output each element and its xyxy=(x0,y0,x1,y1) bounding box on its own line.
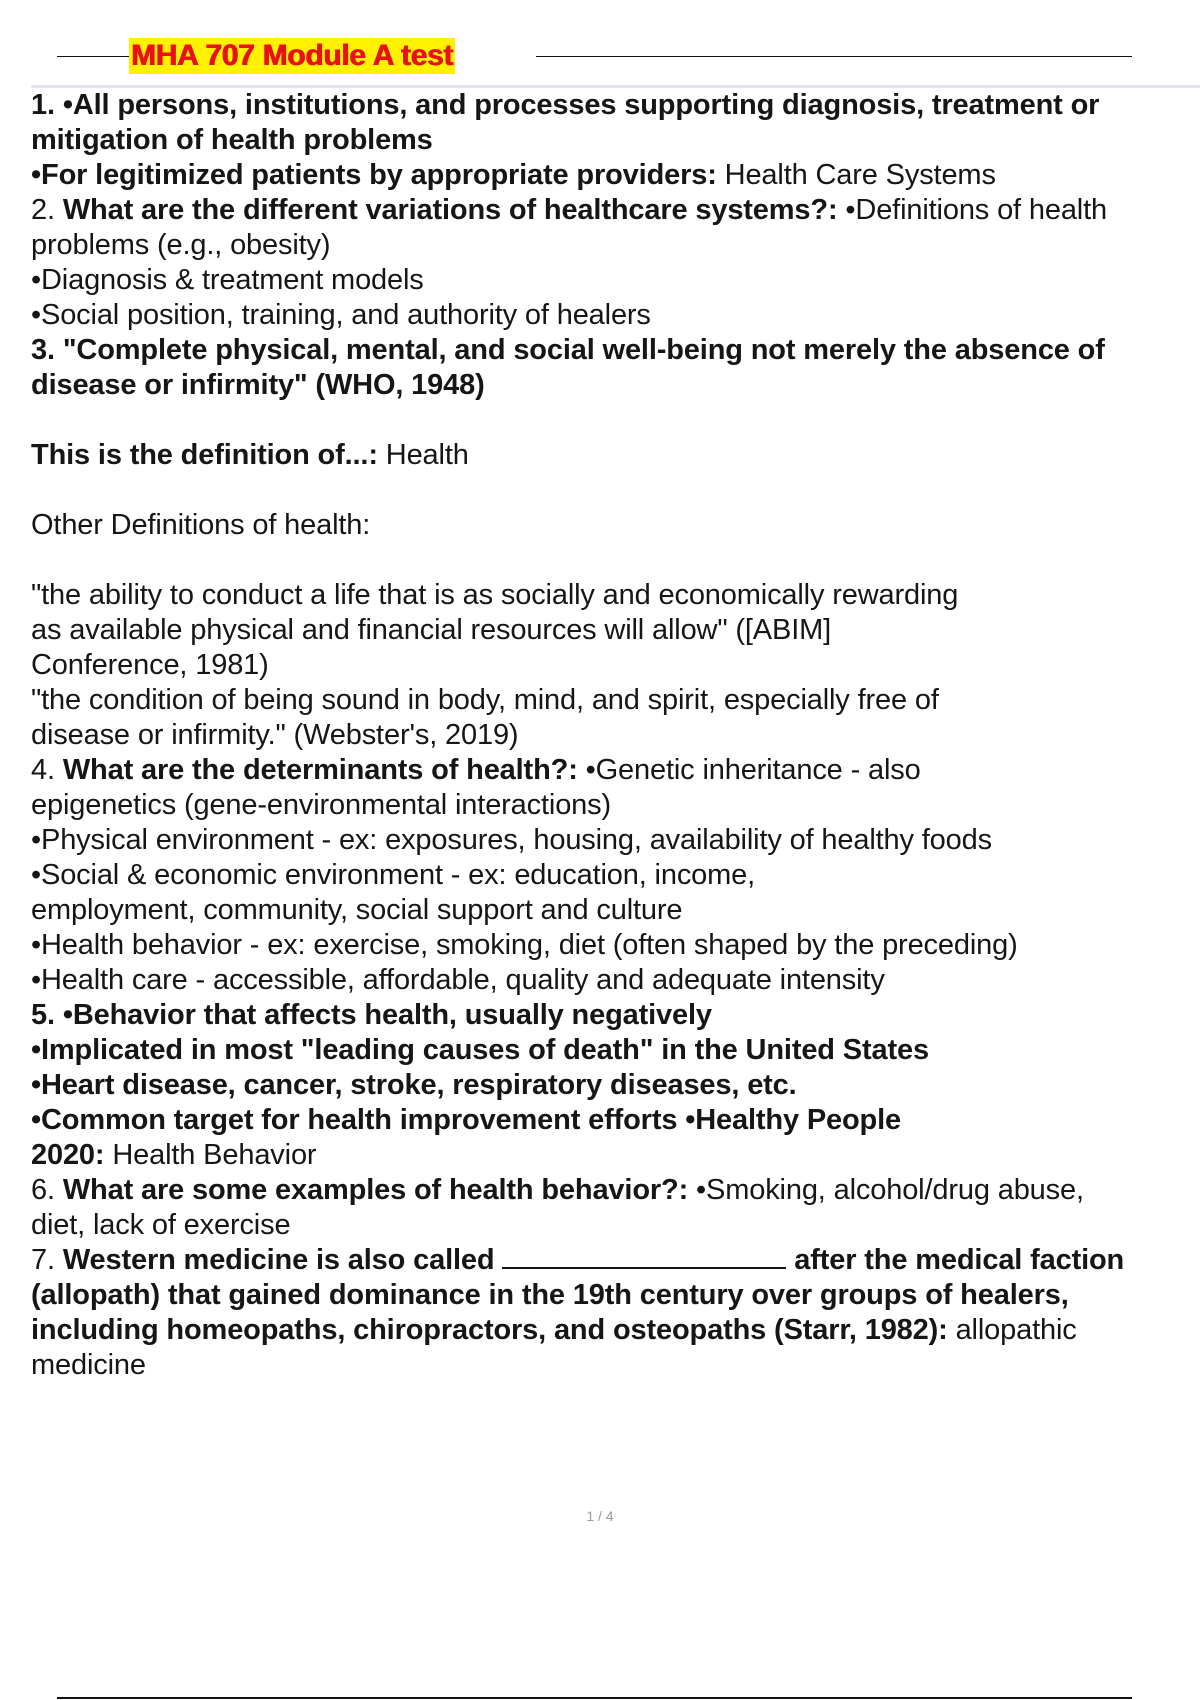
q3-answer: Health xyxy=(385,439,469,471)
q6-number: 6. xyxy=(31,1174,55,1206)
title-rule-right xyxy=(536,56,1132,57)
question-5 xyxy=(31,998,1196,1033)
q7-answer: allopathic medicine xyxy=(31,1314,1077,1381)
q7-number: 7. xyxy=(31,1244,55,1276)
q1-line1: •All persons, institutions, and processes supporting diagnosis, treatment or mitigation of health problems xyxy=(31,89,1100,156)
q3-prompt: This is the definition of...: xyxy=(31,439,378,471)
q4-question: What are the determinants of health?: xyxy=(62,754,578,786)
q5-line2 xyxy=(31,1033,1196,1068)
title-rule-left xyxy=(57,56,129,57)
q7-blank xyxy=(502,1243,786,1269)
q3-quote: "Complete physical, mental, and social well-being not merely the absence of disease or infirmity" (WHO, 1948) xyxy=(31,334,1105,401)
q4-answer-line1: •Genetic inheritance - also epigenetics (gene-environmental interactions) xyxy=(31,754,921,821)
q2-question: What are the different variations of healthcare systems?: xyxy=(62,194,838,226)
question-6 xyxy=(31,1173,1101,1243)
q5-line4 xyxy=(31,1103,961,1173)
q3-def1: "the ability to conduct a life that is as socially and economically rewarding as available physical and financial resources will allow" ([ABIM] Conference, 1981) xyxy=(31,579,959,681)
page-title: MHA 707 Module A test xyxy=(131,39,454,72)
q2-number: 2. xyxy=(31,194,55,226)
q7-question-part2: after the medical faction (allopath) that gained dominance in the 19th century over groups of healers, including homeopaths, chiropractors, and osteopaths (Starr, 1982): xyxy=(31,1244,1125,1346)
q5-line2-text: •Implicated in most "leading causes of death" in the United States xyxy=(31,1034,929,1066)
q4-answer-line3: •Social & economic environment - ex: education, income, employment, community, social support and culture xyxy=(31,859,756,926)
question-4 xyxy=(31,753,991,823)
q5-number: 5. xyxy=(31,999,55,1031)
q3-number: 3. xyxy=(31,334,55,366)
q5-line4-text: •Common target for health improvement efforts •Healthy People 2020: xyxy=(31,1104,902,1171)
q5-line3-text: •Heart disease, cancer, stroke, respiratory diseases, etc. xyxy=(31,1069,797,1101)
page-number: 1 / 4 xyxy=(586,1508,614,1524)
spacer xyxy=(31,473,1196,508)
title-row xyxy=(57,36,1132,76)
q6-question: What are some examples of health behavior?: xyxy=(62,1174,689,1206)
q2-answer-line3: •Social position, training, and authority of healers xyxy=(31,299,651,331)
question-1-cont xyxy=(31,158,1196,193)
spacer xyxy=(31,543,1196,578)
q5-answer: Health Behavior xyxy=(112,1139,317,1171)
q2-answer-line1: •Definitions of health problems (e.g., obesity) xyxy=(31,194,1107,261)
q5-line1: •Behavior that affects health, usually negatively xyxy=(62,999,712,1031)
question-2 xyxy=(31,193,1196,263)
document-body xyxy=(31,88,1196,1383)
q1-answer: Health Care Systems xyxy=(724,159,996,191)
q3-definition-line xyxy=(31,438,1196,473)
q4-answer-line2: •Physical environment - ex: exposures, housing, availability of healthy foods xyxy=(31,824,992,856)
q1-number: 1. xyxy=(31,89,55,121)
q1-line2: •For legitimized patients by appropriate providers: xyxy=(31,159,717,191)
q7-question-part1: Western medicine is also called xyxy=(62,1244,495,1276)
spacer xyxy=(31,403,1196,438)
q2-answer-line2: •Diagnosis & treatment models xyxy=(31,264,424,296)
q4-number: 4. xyxy=(31,754,55,786)
question-3 xyxy=(31,333,1196,403)
q3-other-heading: Other Definitions of health: xyxy=(31,509,371,541)
question-7 xyxy=(31,1243,1196,1383)
q6-answer: •Smoking, alcohol/drug abuse, diet, lack of exercise xyxy=(31,1174,1084,1241)
q4-answer-line5: •Health care - accessible, affordable, quality and adequate intensity xyxy=(31,964,885,996)
q5-line3 xyxy=(31,1068,1196,1103)
footer-rule xyxy=(57,1697,1132,1699)
q4-answer-line4: •Health behavior - ex: exercise, smoking, diet (often shaped by the preceding) xyxy=(31,929,1018,961)
q3-def2: "the condition of being sound in body, mind, and spirit, especially free of disease or infirmity." (Webster's, 2019) xyxy=(31,684,939,751)
question-1 xyxy=(31,88,1196,158)
